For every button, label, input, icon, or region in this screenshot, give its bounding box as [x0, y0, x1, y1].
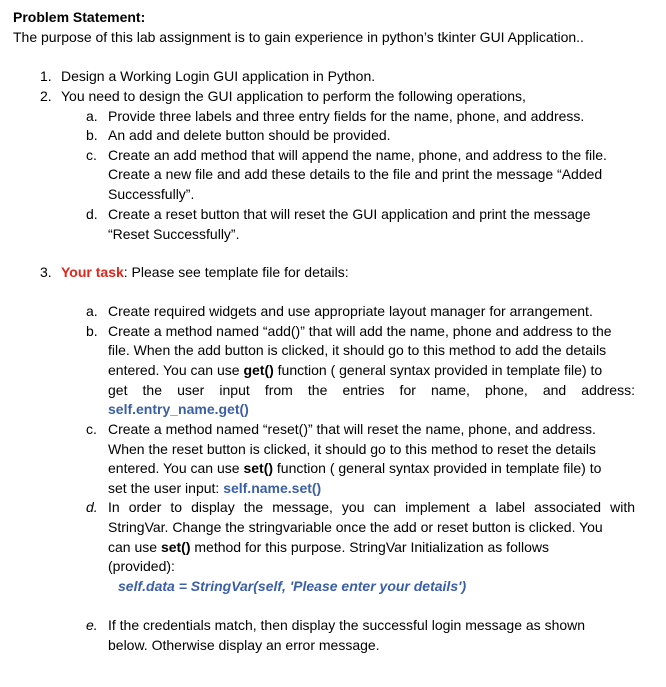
sub2-a-text: Provide three labels and three entry fields for the name, phone, and address. — [108, 108, 585, 124]
sub3-d-line4: (provided): — [108, 558, 175, 574]
sub3-d-line1-wrap — [108, 498, 635, 517]
sub3-e-line1: If the credentials match, then display the successful login message as shown — [108, 617, 586, 633]
set-keyword: set() — [243, 460, 274, 476]
purpose-text: The purpose of this lab assignment is to gain experience in python’s tkinter GUI Application.. — [13, 29, 584, 45]
task-label: Your task — [61, 264, 124, 280]
task-rest: : Please see template file for details: — [123, 264, 349, 280]
heading: Problem Statement: — [13, 9, 146, 25]
sub2-a-marker: a. — [86, 108, 98, 124]
stringvar-init-code: self.data = StringVar(self, 'Please enter your details') — [118, 578, 467, 594]
sub3-a-text: Create required widgets and use appropriate layout manager for arrangement. — [108, 303, 593, 319]
entry-name-get-code: self.entry_name.get() — [108, 401, 249, 417]
list-marker-3: 3. — [40, 264, 52, 280]
sub2-b-text: An add and delete button should be provided. — [108, 127, 391, 143]
sub3-c-line3-post: function ( general syntax provided in template file) to — [273, 460, 602, 476]
sub3-d-marker: d. — [86, 499, 98, 515]
sub3-b-line3 — [108, 361, 602, 380]
list-item-2: You need to design the GUI application to perform the following operations, — [61, 88, 526, 104]
sub3-b-line3-pre: entered. You can use — [108, 362, 244, 378]
sub3-d-line3 — [108, 538, 549, 557]
list-marker-2: 2. — [40, 88, 52, 104]
sub3-b-line4-wrap — [108, 381, 635, 400]
sub2-d-line1: Create a reset button that will reset the GUI application and print the message — [108, 206, 591, 222]
sub3-c-line3 — [108, 459, 601, 478]
task-line — [61, 263, 349, 282]
sub2-d-line2: “Reset Successfully”. — [108, 226, 240, 242]
sub2-c-line3: Successfully”. — [108, 186, 195, 202]
sub3-b-marker: b. — [86, 323, 98, 339]
sub2-c-marker: c. — [86, 147, 97, 163]
list-marker-1: 1. — [40, 68, 52, 84]
list-item-1: Design a Working Login GUI application in Python. — [61, 68, 376, 84]
sub3-b-line4: get the user input from the entries for name, phone, and address: — [108, 382, 635, 398]
sub3-c-line4 — [108, 479, 321, 498]
sub3-e-marker: e. — [86, 617, 98, 633]
sub2-c-line1: Create an add method that will append the name, phone, and address to the file. — [108, 147, 607, 163]
sub3-b-line2: file. When the add button is clicked, it should go to this method to add the details — [108, 342, 607, 358]
sub3-b-line3-post: function ( general syntax provided in template file) to — [273, 362, 603, 378]
sub3-c-line1: Create a method named “reset()” that will reset the name, phone, and address. — [108, 421, 596, 437]
sub3-d-line2: StringVar. Change the stringvariable once the add or reset button is clicked. You — [108, 519, 603, 535]
get-keyword: get() — [243, 362, 274, 378]
sub3-b-line1: Create a method named “add()” that will add the name, phone and address to the — [108, 323, 612, 339]
sub3-d-line3-pre: can use — [108, 539, 161, 555]
sub2-d-marker: d. — [86, 206, 98, 222]
name-set-code: self.name.set() — [223, 480, 322, 496]
sub3-d-line3-post: method for this purpose. StringVar Initialization as follows — [190, 539, 549, 555]
set-method-keyword: set() — [160, 539, 191, 555]
sub3-a-marker: a. — [86, 303, 98, 319]
sub3-c-line2: When the reset button is clicked, it should go to this method to reset the details — [108, 441, 596, 457]
sub2-b-marker: b. — [86, 127, 98, 143]
sub3-c-marker: c. — [86, 421, 97, 437]
sub2-c-line2: Create a new file and add these details to the file and print the message “Added — [108, 166, 603, 182]
sub3-c-line3-pre: entered. You can use — [108, 460, 244, 476]
sub3-e-line2: below. Otherwise display an error message. — [108, 637, 380, 653]
sub3-d-line1: In order to display the message, you can implement a label associated with — [108, 499, 635, 515]
sub3-c-line4-pre: set the user input: — [108, 480, 224, 496]
